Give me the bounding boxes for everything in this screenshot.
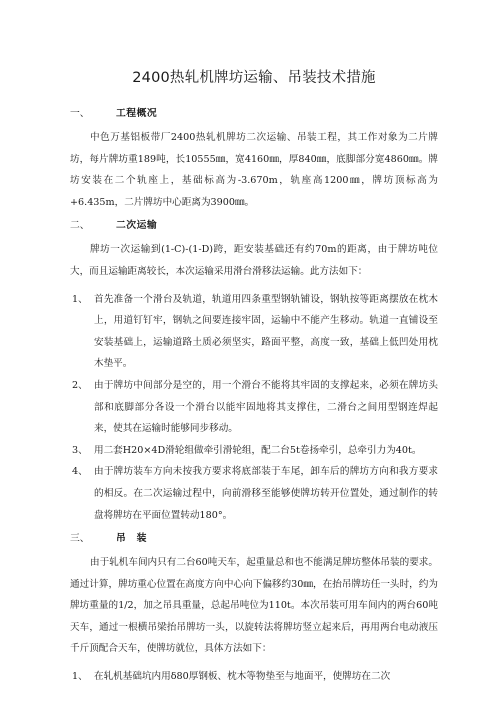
list-item-index: 4、 [72,466,88,478]
section-transport [70,219,438,526]
section-paragraph: 由于轧机车间内只有二台60吨天车，起重量总和也不能满足牌坊整体吊装的要求。通过计算，牌坊重心位置在高度方向中心向下偏移约30㎜，在抬吊牌坊任一头时，约为牌坊重量的1/2，加之吊具重量，总起吊吨位为110t。本次吊装可用车间内的两台60吨天车，通过一根横吊梁抬吊牌坊一头，以旋转法将牌坊竖立起来后，再用两台电动液压千斤顶配合天车，使牌坊就位，具体方法如下： [70,557,438,655]
list-item-index: 2、 [72,379,88,391]
list-item [70,666,438,688]
document-title: 2400热轧机牌坊运输、吊装技术措施 [132,70,376,86]
list-item-text: 由于牌坊装车方向未按我方要求将底部装于车尾，卸车后的牌坊方向和我方要求的相反。在二次运输过程中，向前滑移至能够使牌坊转开位置处，通过制作的转盘将牌坊在平面位置转动180°。 [94,466,438,521]
list-item [70,289,438,375]
section-number: 三、 [70,533,90,545]
section-heading [70,107,438,121]
list-item-index: 3、 [72,444,88,456]
step-list [70,666,438,688]
section-hoisting [70,532,438,688]
section-number: 二、 [70,220,90,232]
section-paragraph: 牌坊一次运输到(1-C)-(1-D)跨，距安装基础还有约70m的距离，由于牌坊吨位大，而且运输距离较长，本次运输采用滑台滑移法运输。此方法如下： [70,244,438,277]
section-heading-label: 二次运输 [116,220,158,232]
section-heading-label: 工程概况 [116,108,158,119]
list-item [70,375,438,440]
section-heading [70,532,438,546]
list-item-text: 用二套H20×4D滑轮组做牵引滑轮组，配二台5t卷扬牵引，总牵引力为40t。 [94,444,422,456]
list-item [70,440,438,462]
list-item [70,461,438,526]
list-item-text: 首先准备一个滑台及轨道，轨道用四条重型钢轨铺设，钢轨按等距离摆放在枕木上，用道钉钉牢，钢轨之间要连接牢固，运输中不能产生移动。轨道一直铺设至安装基础上，运输道路土质必须坚实，路面平整，高度一致，基础上低凹处用枕木垫平。 [94,293,438,370]
list-item-text: 由于牌坊中间部分是空的，用一个滑台不能将其牢固的支撑起来，必须在牌坊头部和底脚部分各设一个滑台以能牢固地将其支撑住，二滑台之间用型钢连焊起来，使其在运输时能够同步移动。 [94,379,438,435]
list-item-text: 在轧机基础坑内用δ80厚钢板、枕木等物垫至与地面平，使牌坊在二次 [94,671,391,683]
section-heading [70,219,438,233]
section-number: 一、 [70,108,90,119]
list-item-index: 1、 [72,293,88,305]
step-list [70,289,438,527]
section-heading-label: 吊 装 [116,533,147,545]
section-paragraph: 中色万基铝板带厂2400热轧机牌坊二次运输、吊装工程，其工作对象为二片牌坊，每片牌坊重189吨，长10555㎜，宽4160㎜，厚840㎜，底脚部分宽4860㎜。牌坊安装在二个轨座上，基础标高为-3.670m，轨座高1200㎜，牌坊顶标高为+6.435m，二片牌坊中心距离为3900㎜。 [70,132,438,208]
section-overview [70,107,438,213]
list-item-index: 1、 [72,671,88,683]
